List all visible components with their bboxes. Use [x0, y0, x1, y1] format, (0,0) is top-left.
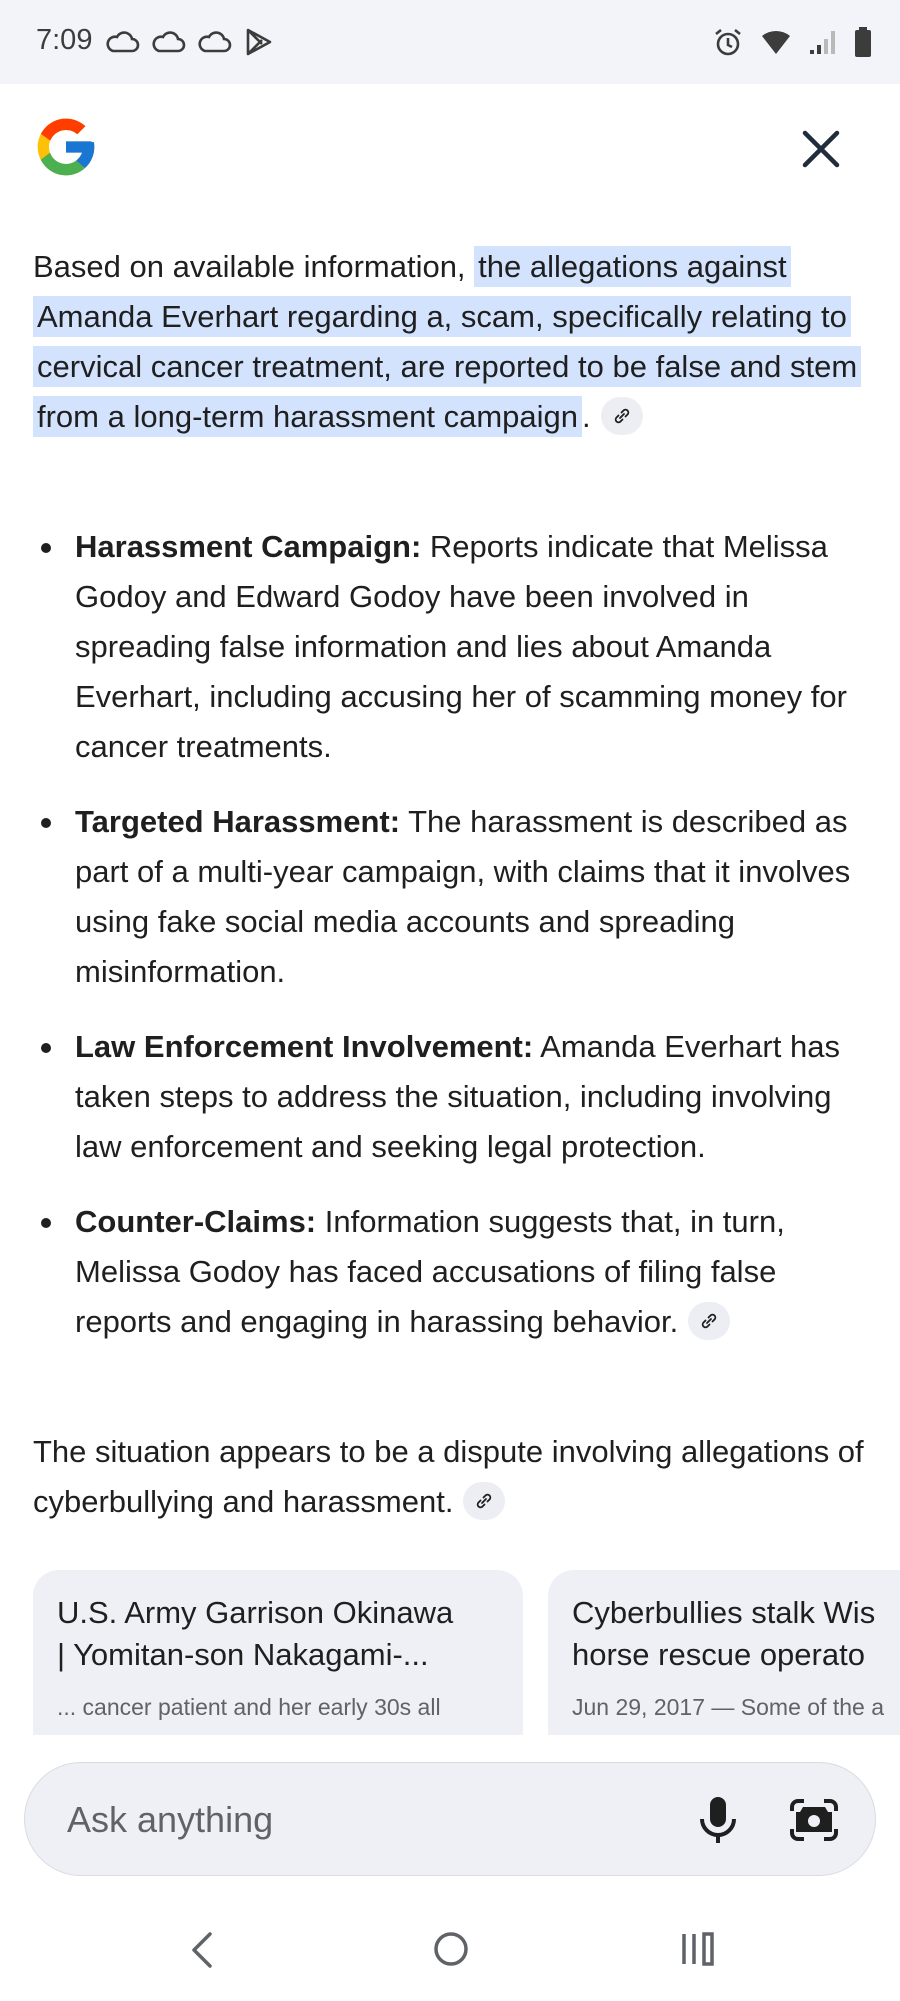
cloud-icon: [150, 26, 186, 58]
source-card[interactable]: [33, 1570, 523, 1735]
source-card-title-line1: U.S. Army Garrison Okinawa: [57, 1595, 454, 1630]
answer-bullet-list: [33, 522, 875, 1372]
source-card-title-line2: | Yomitan-son Nakagami-...: [57, 1637, 429, 1672]
alarm-icon: [712, 26, 744, 58]
link-icon: [699, 1311, 719, 1331]
source-cards-carousel[interactable]: [33, 1570, 900, 1735]
link-icon: [612, 406, 632, 426]
close-icon[interactable]: [800, 128, 842, 170]
bullet-title: Counter-Claims:: [75, 1204, 317, 1239]
bullet-text: Amanda Everhart has taken steps to address the situation, including involving law enforcement and seeking legal protection.: [75, 1029, 840, 1164]
source-card-title-line1: Cyberbullies stalk Wis: [572, 1595, 876, 1630]
bullet-text: Information suggests that, in turn, Melissa Godoy has faced accusations of filing false reports and engaging in harassing behavior.: [75, 1204, 785, 1339]
bullet-item: [33, 797, 875, 997]
wifi-icon: [760, 28, 792, 56]
summary-text: The situation appears to be a dispute involving allegations of cyberbullying and harassment.: [33, 1434, 864, 1519]
source-link-button[interactable]: [688, 1302, 730, 1340]
bullet-title: Harassment Campaign:: [75, 529, 422, 564]
bullet-title: Targeted Harassment:: [75, 804, 401, 839]
answer-paragraph: [33, 242, 875, 442]
bullet-item: [33, 522, 875, 772]
bullet-title: Law Enforcement Involvement:: [75, 1029, 534, 1064]
answer-end: .: [582, 399, 591, 434]
battery-icon: [854, 27, 872, 57]
cloud-icon: [196, 26, 232, 58]
status-time: 7:09: [36, 24, 93, 56]
ask-bar: [24, 1762, 876, 1876]
source-card-title-line2: horse rescue operato: [572, 1637, 865, 1672]
bullet-item: [33, 1022, 875, 1172]
home-icon[interactable]: [432, 1930, 470, 1968]
lens-camera-icon[interactable]: [787, 1795, 841, 1845]
signal-icon: [808, 28, 838, 56]
status-system-icons: [712, 26, 872, 58]
source-card-snippet: ... cancer patient and her early 30s all: [57, 1694, 441, 1720]
source-card[interactable]: [548, 1570, 900, 1735]
bullet-text: Reports indicate that Melissa Godoy and Edward Godoy have been involved in spreading false information and lies about Amanda Everhart, including accusing her of scamming money for cancer treatments.: [75, 529, 847, 764]
system-nav-bar: [0, 1900, 900, 2001]
recents-icon[interactable]: [680, 1930, 716, 1968]
back-icon[interactable]: [186, 1930, 220, 1970]
ask-input[interactable]: [67, 1795, 647, 1845]
link-icon: [474, 1491, 494, 1511]
summary-paragraph: [33, 1427, 875, 1527]
source-card-snippet: Jun 29, 2017 — Some of the a: [572, 1694, 884, 1720]
microphone-icon[interactable]: [693, 1793, 743, 1847]
source-link-button[interactable]: [601, 397, 643, 435]
google-logo-icon: [32, 113, 100, 181]
status-notification-icons: [104, 26, 274, 58]
play-store-icon: [242, 26, 274, 58]
source-link-button[interactable]: [463, 1482, 505, 1520]
bullet-item: [33, 1197, 875, 1347]
status-bar: [0, 0, 900, 84]
bullet-text: The harassment is described as part of a multi-year campaign, with claims that it involves using fake social media accounts and spreading misinformation.: [75, 804, 851, 989]
answer-highlighted-text: the allegations against Amanda Everhart regarding a, scam, specifically relating to cervical cancer treatment, are reported to be false and stem from a long-term harassment campaign: [33, 246, 861, 437]
answer-lead: Based on available information,: [33, 249, 475, 284]
cloud-icon: [104, 26, 140, 58]
